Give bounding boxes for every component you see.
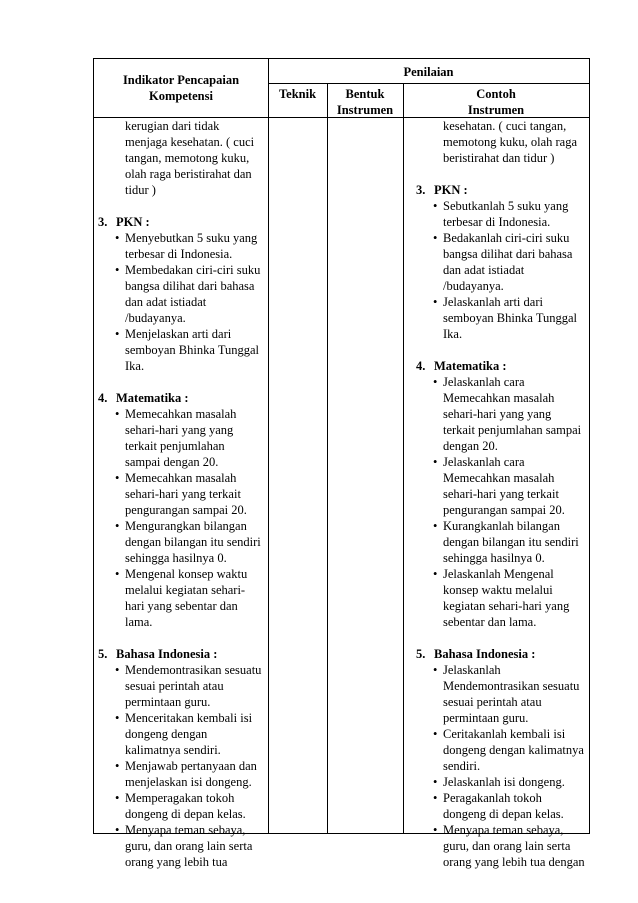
bullet-line: sebentar dan lama. (443, 615, 537, 629)
bullet-line: sehingga hasilnya 0. (443, 551, 545, 565)
bullet-dot-icon: • (115, 407, 120, 421)
bullet-line: sehari-hari yang terkait (443, 487, 559, 501)
bullet-line: Ceritakanlah kembali isi (443, 727, 566, 741)
bullet-line: sampai dengan 20. (125, 455, 219, 469)
bullet-line: menjelaskan isi dongeng. (125, 775, 252, 789)
bullet-line: melalui kegiatan sehari- (125, 583, 246, 597)
bullet-item (94, 662, 268, 710)
section-title-text: Matematika : (116, 391, 189, 405)
bullet-item (412, 790, 590, 822)
header-bentuk (327, 86, 403, 118)
bullet-line: terbesar di Indonesia. (443, 215, 551, 229)
carryover-line: menjaga kesehatan. ( cuci (125, 135, 255, 149)
bullet-item (412, 822, 590, 870)
section-number: 3. (416, 183, 426, 197)
bullet-item (412, 230, 590, 294)
section-gap (94, 374, 268, 390)
section-number: 5. (98, 647, 108, 661)
bullet-dot-icon: • (433, 519, 438, 533)
bullet-dot-icon: • (433, 775, 438, 789)
carryover-line: beristirahat dan tidur ) (443, 151, 555, 165)
section-gap (412, 342, 590, 358)
bullet-item (412, 662, 590, 726)
bullet-line: guru, dan orang lain serta (443, 839, 571, 853)
header-contoh (403, 86, 589, 118)
header-teknik: Teknik (278, 87, 317, 101)
section-3 (412, 182, 590, 342)
contoh-instrumen-column (412, 118, 590, 870)
column-divider-3 (403, 83, 404, 833)
bullet-line: Ika. (125, 359, 145, 373)
bullet-dot-icon: • (115, 231, 120, 245)
bullet-line: sehari-hari yang yang (125, 423, 234, 437)
bullet-line: Peragakanlah tokoh (443, 791, 542, 805)
bullet-line: orang yang lebih tua (125, 855, 228, 869)
header-indikator (94, 72, 268, 104)
bullet-item (94, 566, 268, 630)
section-title (412, 646, 590, 662)
bullet-line: pengurangan sampai 20. (125, 503, 247, 517)
bullet-line: kalimatnya sendiri. (125, 743, 221, 757)
bullet-item (412, 726, 590, 774)
bullet-item (412, 566, 590, 630)
bullet-dot-icon: • (115, 663, 120, 677)
bullet-item (94, 518, 268, 566)
bullet-line: Ika. (443, 327, 463, 341)
bullet-dot-icon: • (115, 823, 120, 837)
bullet-line: Sebutkanlah 5 suku yang (443, 199, 569, 213)
bullet-dot-icon: • (115, 519, 120, 533)
carryover-line: tangan, memotong kuku, (125, 151, 250, 165)
section-gap (412, 630, 590, 646)
carryover-text (412, 118, 590, 166)
bullet-line: dengan bilangan itu sendiri (443, 535, 579, 549)
section-number: 4. (416, 359, 426, 373)
bullet-line: permintaan guru. (443, 711, 529, 725)
bullet-line: sesuai perintah atau (125, 679, 224, 693)
bullet-item (94, 230, 268, 262)
section-title-text: Bahasa Indonesia : (434, 647, 536, 661)
bullet-dot-icon: • (115, 471, 120, 485)
bullet-line: Mendemontrasikan sesuatu (125, 663, 262, 677)
header-bentuk-line2: Instrumen (336, 103, 394, 117)
bullet-line: dan adat istiadat (125, 295, 207, 309)
bullet-line: Kurangkanlah bilangan (443, 519, 560, 533)
bullet-line: dongeng dengan (125, 727, 208, 741)
bullet-dot-icon: • (115, 327, 120, 341)
section-4 (94, 390, 268, 630)
bullet-line: dongeng di depan kelas. (125, 807, 246, 821)
bullet-item (94, 470, 268, 518)
bullet-line: sehari-hari yang yang (443, 407, 552, 421)
bullet-line: dongeng dengan kalimatnya (443, 743, 584, 757)
section-title (94, 390, 268, 406)
bullet-line: dengan 20. (443, 439, 498, 453)
bullet-line: Jelaskanlah (443, 663, 501, 677)
bullet-line: sehingga hasilnya 0. (125, 551, 227, 565)
bullet-line: Jelaskanlah arti dari (443, 295, 543, 309)
bullet-dot-icon: • (433, 231, 438, 245)
carryover-line: kerugian dari tidak (125, 119, 220, 133)
bullet-line: Memecahkan masalah (443, 391, 555, 405)
bullet-line: orang yang lebih tua dengan (443, 855, 585, 869)
bullet-line: sehari-hari yang terkait (125, 487, 241, 501)
bullet-line: sendiri. (443, 759, 481, 773)
bullet-item (94, 406, 268, 470)
bullet-line: Menyebutkan 5 suku yang (125, 231, 258, 245)
bullet-dot-icon: • (433, 791, 438, 805)
header-contoh-line2: Instrumen (467, 103, 525, 117)
bullet-dot-icon: • (433, 375, 438, 389)
bullet-item (94, 262, 268, 326)
penilaian-underline (268, 83, 589, 84)
bullet-line: Menceritakan kembali isi (125, 711, 253, 725)
bullet-line: permintaan guru. (125, 695, 211, 709)
bullet-line: Jelaskanlah cara (443, 375, 525, 389)
section-number: 3. (98, 215, 108, 229)
header-bentuk-line1: Bentuk (345, 87, 385, 101)
bullet-item (94, 710, 268, 758)
carryover-line: memotong kuku, olah raga (443, 135, 577, 149)
section-4 (412, 358, 590, 630)
bullet-line: Menjawab pertanyaan dan (125, 759, 257, 773)
header-indikator-line1: Indikator Pencapaian (122, 73, 240, 87)
bullet-line: bangsa dilihat dari bahasa (443, 247, 573, 261)
bullet-item (412, 198, 590, 230)
bullet-item (412, 518, 590, 566)
section-gap (94, 630, 268, 646)
section-title-text: PKN : (434, 183, 468, 197)
bullet-dot-icon: • (433, 567, 438, 581)
bullet-line: Memecahkan masalah (125, 407, 237, 421)
section-title (412, 358, 590, 374)
section-title (412, 182, 590, 198)
bullet-line: guru, dan orang lain serta (125, 839, 253, 853)
indikator-column (94, 118, 268, 870)
bullet-item (94, 758, 268, 790)
bullet-line: Memecahkan masalah (443, 471, 555, 485)
section-number: 4. (98, 391, 108, 405)
bullet-line: dongeng di depan kelas. (443, 807, 564, 821)
bullet-line: Menyapa teman sebaya, (125, 823, 246, 837)
section-gap (412, 166, 590, 182)
bullet-dot-icon: • (115, 759, 120, 773)
section-5 (94, 646, 268, 870)
bullet-line: Jelaskanlah cara (443, 455, 525, 469)
bullet-dot-icon: • (433, 727, 438, 741)
section-title-text: Bahasa Indonesia : (116, 647, 218, 661)
bullet-line: pengurangan sampai 20. (443, 503, 565, 517)
bullet-line: sesuai perintah atau (443, 695, 542, 709)
header-indikator-line2: Kompetensi (149, 89, 213, 103)
section-title-text: Matematika : (434, 359, 507, 373)
section-title (94, 646, 268, 662)
column-divider-2 (327, 83, 328, 833)
bullet-dot-icon: • (115, 711, 120, 725)
bullet-dot-icon: • (115, 791, 120, 805)
assessment-table (93, 58, 590, 869)
column-divider-1 (268, 59, 269, 833)
bullet-line: semboyan Bhinka Tunggal (125, 343, 260, 357)
bullet-dot-icon: • (433, 199, 438, 213)
section-3 (94, 214, 268, 374)
bullet-item (412, 294, 590, 342)
bullet-line: Jelaskanlah Mengenal (443, 567, 554, 581)
bullet-line: Mengurangkan bilangan (125, 519, 247, 533)
bullet-line: bangsa dilihat dari bahasa (125, 279, 255, 293)
bullet-line: Bedakanlah ciri-ciri suku (443, 231, 570, 245)
bullet-item (94, 790, 268, 822)
bullet-line: Menjelaskan arti dari (125, 327, 232, 341)
carryover-line: olah raga beristirahat dan (125, 167, 252, 181)
section-title (94, 214, 268, 230)
bullet-line: kegiatan sehari-hari yang (443, 599, 570, 613)
bullet-item (412, 774, 590, 790)
bullet-line: terbesar di Indonesia. (125, 247, 233, 261)
header-penilaian: Penilaian (403, 65, 454, 79)
bullet-line: Mendemontrasikan sesuatu (443, 679, 580, 693)
header-contoh-line1: Contoh (476, 87, 516, 101)
bullet-item (412, 374, 590, 454)
carryover-line: kesehatan. ( cuci tangan, (443, 119, 567, 133)
bullet-dot-icon: • (433, 663, 438, 677)
bullet-line: semboyan Bhinka Tunggal (443, 311, 578, 325)
bullet-line: Membedakan ciri-ciri suku (125, 263, 261, 277)
bullet-dot-icon: • (433, 455, 438, 469)
bullet-line: /budayanya. (443, 279, 504, 293)
bullet-dot-icon: • (115, 567, 120, 581)
carryover-text (94, 118, 268, 198)
carryover-line: tidur ) (125, 183, 156, 197)
bullet-dot-icon: • (115, 263, 120, 277)
bullet-line: terkait penjumlahan sampai (443, 423, 582, 437)
bullet-item (94, 822, 268, 870)
bullet-line: dengan bilangan itu sendiri (125, 535, 261, 549)
bullet-line: Jelaskanlah isi dongeng. (443, 775, 565, 789)
bullet-dot-icon: • (433, 295, 438, 309)
bullet-line: lama. (125, 615, 153, 629)
bullet-line: Mengenal konsep waktu (125, 567, 248, 581)
bullet-line: konsep waktu melalui (443, 583, 553, 597)
bullet-line: terkait penjumlahan (125, 439, 225, 453)
bullet-line: /budayanya. (125, 311, 186, 325)
bullet-item (412, 454, 590, 518)
section-number: 5. (416, 647, 426, 661)
bullet-line: Memecahkan masalah (125, 471, 237, 485)
section-title-text: PKN : (116, 215, 150, 229)
section-gap (94, 198, 268, 214)
bullet-line: Memperagakan tokoh (125, 791, 235, 805)
bullet-dot-icon: • (433, 823, 438, 837)
bullet-line: dan adat istiadat (443, 263, 525, 277)
bullet-line: hari yang sebentar dan (125, 599, 238, 613)
bullet-line: Menyapa teman sebaya, (443, 823, 564, 837)
bullet-item (94, 326, 268, 374)
section-5 (412, 646, 590, 870)
